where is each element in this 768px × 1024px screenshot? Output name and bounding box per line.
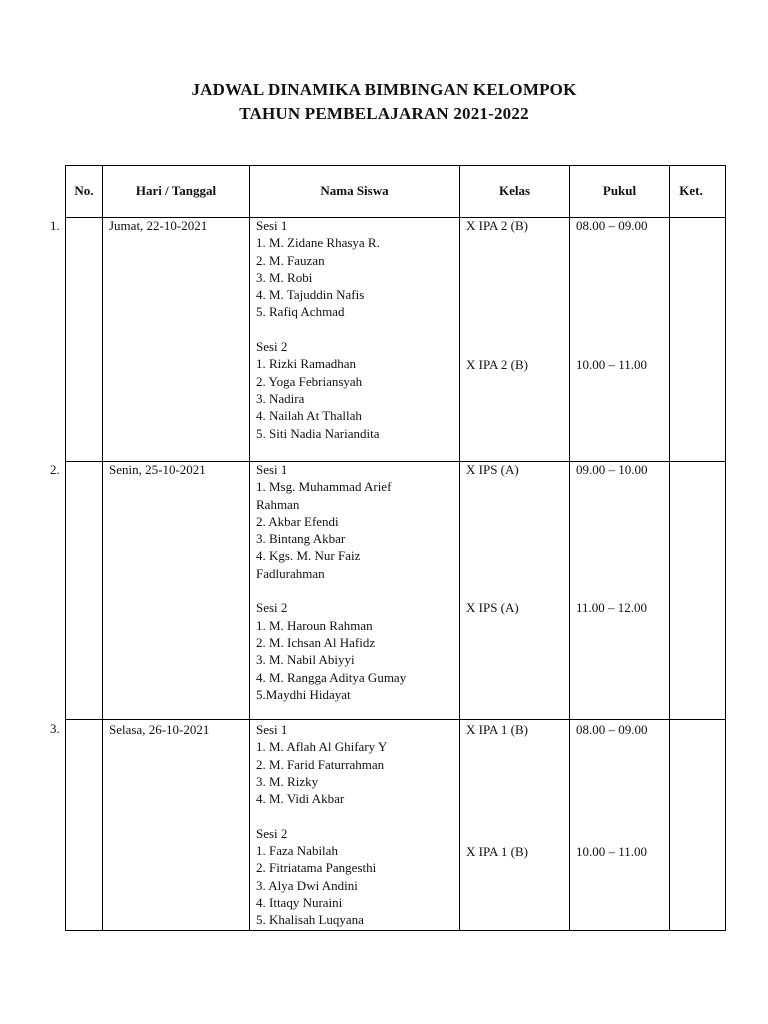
list-item: 1. Msg. Muhammad Arief (256, 479, 392, 495)
class-value: X IPA 1 (B) (466, 844, 529, 859)
list-item: 2. M. Farid Faturrahman (256, 756, 385, 772)
table-border (249, 165, 250, 931)
session-label: Sesi 1 (256, 462, 288, 477)
list-item: 5. Siti Nadia Nariandita (256, 425, 380, 441)
row-number: 3. (50, 721, 60, 736)
session-label: Sesi 1 (256, 218, 288, 233)
list-item: 4. Ittaqy Nuraini (256, 894, 343, 910)
list-item: 2. Akbar Efendi (256, 513, 339, 529)
class-value: X IPS (A) (466, 600, 519, 615)
session-label: Sesi 2 (256, 825, 288, 841)
header-note: Ket. (679, 183, 703, 198)
list-item: 1. Rizki Ramadhan (256, 356, 357, 372)
list-item: 5.Maydhi Hidayat (256, 686, 351, 702)
list-item: 3. Alya Dwi Andini (256, 877, 358, 893)
list-item: 2. M. Ichsan Al Hafidz (256, 634, 376, 650)
header-time: Pukul (602, 183, 637, 198)
student-list (256, 721, 387, 929)
list-item: 1. M. Aflah Al Ghifary Y (256, 739, 388, 755)
title-line-2: TAHUN PEMBELAJARAN 2021-2022 (239, 104, 529, 123)
class-value: X IPA 1 (B) (466, 722, 529, 737)
time-value: 09.00 – 10.00 (576, 462, 648, 477)
table-border (569, 165, 570, 931)
time-value: 10.00 – 11.00 (576, 357, 648, 372)
time-value: 11.00 – 12.00 (576, 600, 648, 615)
row-day-date: Jumat, 22-10-2021 (109, 218, 208, 233)
header-day-date: Hari / Tanggal (135, 183, 217, 198)
list-item: 1. M. Zidane Rhasya R. (256, 235, 380, 251)
list-item: 2. M. Fauzan (256, 252, 325, 268)
list-item: 5. Rafiq Achmad (256, 304, 345, 320)
table-border (65, 930, 726, 931)
list-item: 4. Nailah At Thallah (256, 408, 362, 424)
session-label: Sesi 2 (256, 600, 288, 616)
table-border (725, 165, 726, 931)
list-item: 4. M. Vidi Akbar (256, 791, 345, 807)
title-line-1: JADWAL DINAMIKA BIMBINGAN KELOMPOK (191, 80, 577, 99)
header-no: No. (74, 183, 94, 198)
student-list (256, 461, 406, 703)
list-item: 4. M. Rangga Aditya Gumay (256, 669, 407, 685)
table-border (65, 165, 66, 931)
time-value: 08.00 – 09.00 (576, 722, 648, 737)
list-item: 3. M. Robi (256, 269, 313, 285)
list-item: 3. Nadira (256, 390, 305, 406)
session-label: Sesi 1 (256, 722, 288, 737)
row-day-date: Selasa, 26-10-2021 (109, 722, 210, 737)
list-item: 4. Kgs. M. Nur Faiz (256, 548, 361, 564)
table-border (102, 165, 103, 931)
list-item: 2. Fitriatama Pangesthi (256, 860, 377, 876)
table-border (65, 165, 726, 166)
row-number: 2. (50, 462, 60, 477)
header-class: Kelas (498, 183, 531, 198)
row-number: 1. (50, 218, 60, 233)
list-item: 5. Khalisah Luqyana (256, 912, 364, 928)
row-day-date: Senin, 25-10-2021 (109, 462, 206, 477)
list-item: Fadlurahman (256, 565, 325, 581)
list-item: 2. Yoga Febriansyah (256, 373, 363, 389)
class-value: X IPA 2 (B) (466, 357, 529, 372)
list-item: 1. M. Haroun Rahman (256, 617, 373, 633)
class-value: X IPS (A) (466, 462, 519, 477)
table-border (669, 165, 670, 931)
list-item: 1. Faza Nabilah (256, 843, 338, 859)
table-border (459, 165, 460, 931)
list-item: 3. Bintang Akbar (256, 531, 346, 547)
header-student-name: Nama Siswa (320, 183, 389, 198)
time-value: 08.00 – 09.00 (576, 218, 648, 233)
student-list (256, 217, 380, 442)
class-value: X IPA 2 (B) (466, 218, 529, 233)
session-label: Sesi 2 (256, 339, 288, 355)
list-item: 3. M. Nabil Abiyyi (256, 652, 355, 668)
time-value: 10.00 – 11.00 (576, 844, 648, 859)
list-item: 4. M. Tajuddin Nafis (256, 287, 365, 303)
list-item: 3. M. Rizky (256, 773, 319, 789)
list-item: Rahman (256, 496, 300, 512)
table-border (65, 719, 726, 720)
